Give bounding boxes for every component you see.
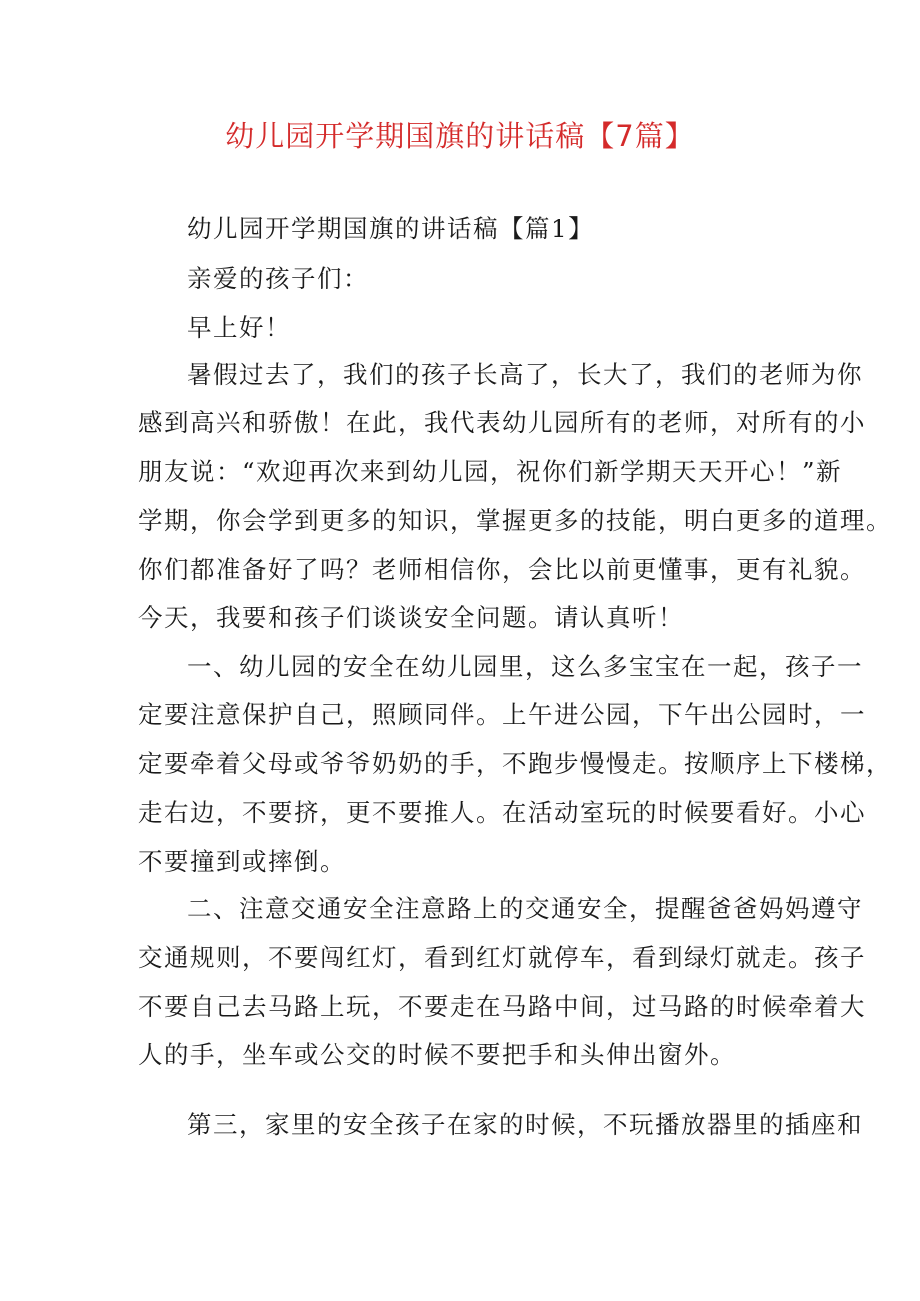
paragraph-line: 不要撞到或摔倒。 [138, 847, 346, 876]
paragraph-line: 一、幼儿园的安全在幼儿园里，这么多宝宝在一起，孩子一 [187, 652, 863, 681]
paragraph-line: 不要自己去马路上玩，不要走在马路中间，过马路的时候牵着大 [138, 992, 866, 1021]
paragraph-line: 二、注意交通安全注意路上的交通安全，提醒爸爸妈妈遵守 [187, 894, 863, 923]
section-heading: 幼儿园开学期国旗的讲话稿【篇1】 [187, 214, 595, 243]
paragraph-line: 第三，家里的安全孩子在家的时候，不玩播放器里的插座和 [187, 1110, 863, 1139]
paragraph-line: 暑假过去了，我们的孩子长高了，长大了，我们的老师为你 [187, 360, 863, 389]
paragraph-line: 感到高兴和骄傲！在此，我代表幼儿园所有的老师，对所有的小 [138, 408, 866, 437]
paragraph-line: 朋友说：“欢迎再次来到幼儿园，祝你们新学期天天开心！”新 [138, 457, 843, 486]
greeting-line: 早上好！ [187, 313, 291, 342]
paragraph-line: 走右边，不要挤，更不要推人。在活动室玩的时候要看好。小心 [138, 798, 866, 827]
document-title: 幼儿园开学期国旗的讲话稿【7篇】 [225, 119, 695, 153]
paragraph-line: 今天，我要和孩子们谈谈安全问题。请认真听！ [138, 603, 684, 632]
paragraph-line: 你们都准备好了吗？老师相信你，会比以前更懂事，更有礼貌。 [138, 555, 866, 584]
paragraph-line: 学期，你会学到更多的知识，掌握更多的技能，明白更多的道理。 [138, 506, 892, 535]
paragraph-line: 定要注意保护自己，照顾同伴。上午进公园，下午出公园时，一 [138, 700, 866, 729]
paragraph-line: 定要牵着父母或爷爷奶奶的手，不跑步慢慢走。按顺序上下楼梯， [138, 749, 892, 778]
greeting-line: 亲爱的孩子们： [187, 264, 369, 293]
paragraph-line: 人的手，坐车或公交的时候不要把手和头伸出窗外。 [138, 1040, 736, 1069]
paragraph-line: 交通规则，不要闯红灯，看到红灯就停车，看到绿灯就走。孩子 [138, 943, 866, 972]
